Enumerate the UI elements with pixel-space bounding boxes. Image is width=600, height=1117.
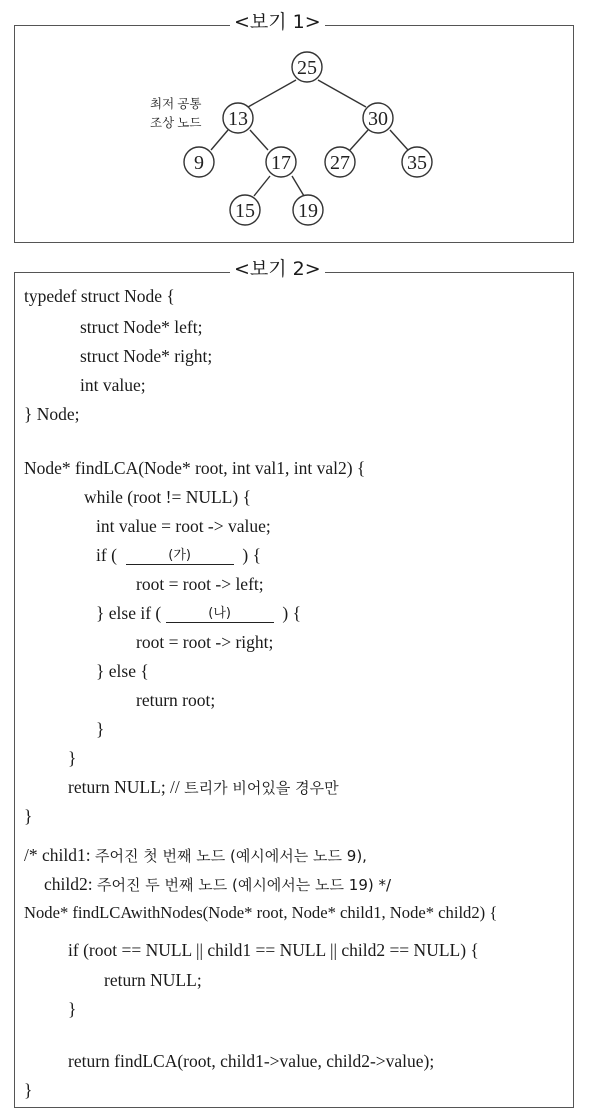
lca-label-line2: 조상 노드	[150, 116, 202, 130]
code-line: return root;	[136, 690, 216, 710]
code-line: } else {	[96, 661, 149, 681]
code-line: Node* findLCAwithNodes(Node* root, Node* child1, Node* child2) {	[24, 903, 498, 922]
code-line: typedef struct Node {	[24, 286, 175, 306]
code-text: child2:	[44, 874, 97, 894]
code-text: /* child1:	[24, 845, 95, 865]
code-line: root = root -> left;	[136, 574, 264, 594]
code-line: if (root == NULL || child1 == NULL || child2 == NULL) {	[68, 940, 479, 960]
tree-node-label: 9	[194, 152, 204, 174]
lca-label-line1: 최저 공통	[150, 97, 202, 111]
edge-17-15	[254, 176, 270, 196]
edge-13-17	[250, 130, 268, 150]
code-comment: 주어진 첫 번째 노드 (예시에서는 노드 9),	[94, 847, 367, 865]
tree-node-label: 27	[330, 152, 350, 174]
code-comment: 주어진 두 번째 노드 (예시에서는 노드 19) */	[96, 876, 392, 894]
code-line: int value;	[80, 375, 146, 395]
code-line-with-blank-a	[96, 545, 261, 565]
code-line: root = root -> right;	[136, 632, 274, 652]
code-line: }	[24, 806, 33, 826]
code-line: int value = root -> value;	[96, 516, 271, 536]
tree-node-27	[325, 147, 355, 177]
code-text: return NULL; //	[68, 777, 185, 797]
tree-node-9	[184, 147, 214, 177]
tree-node-25	[292, 52, 322, 82]
tree-node-label: 17	[271, 152, 291, 174]
code-comment: 트리가 비어있을 경우만	[184, 779, 339, 797]
edge-30-27	[350, 130, 368, 150]
code-line: struct Node* right;	[80, 346, 213, 366]
tree-node-13	[223, 103, 253, 133]
code-line-with-blank-b	[96, 603, 301, 623]
edge-17-19	[292, 176, 304, 196]
code-text: if (	[96, 545, 117, 565]
code-line: }	[68, 999, 77, 1019]
tree-node-label: 35	[407, 152, 427, 174]
edge-13-9	[211, 130, 228, 150]
code-line: return findLCA(root, child1->value, child2->value);	[68, 1051, 435, 1071]
tree-node-label: 30	[368, 108, 388, 130]
code-line: Node* findLCA(Node* root, int val1, int val2) {	[24, 458, 366, 478]
code-line	[68, 777, 339, 798]
tree-node-15	[230, 195, 260, 225]
edge-25-30	[318, 80, 366, 107]
example-1-title: <보기 1>	[230, 12, 325, 32]
code-text: } else if (	[96, 603, 162, 623]
code-text: ) {	[242, 545, 262, 565]
edge-30-35	[390, 130, 408, 150]
tree-node-30	[363, 103, 393, 133]
comment-line	[24, 845, 367, 866]
code-line: }	[96, 719, 105, 739]
tree-node-19	[293, 195, 323, 225]
code-line: }	[68, 748, 77, 768]
comment-line	[44, 874, 391, 895]
code-line: } Node;	[24, 404, 80, 424]
tree-node-label: 19	[298, 200, 318, 222]
example-2-title: <보기 2>	[230, 259, 325, 279]
blank-a: (가)	[126, 548, 234, 565]
tree-node-label: 15	[235, 200, 255, 222]
tree-node-35	[402, 147, 432, 177]
tree-node-label: 25	[297, 57, 317, 79]
edge-25-13	[248, 80, 296, 107]
blank-b: (나)	[166, 606, 274, 623]
tree-node-17	[266, 147, 296, 177]
tree-node-label: 13	[228, 108, 248, 130]
example-2-box	[14, 272, 574, 1108]
code-text: ) {	[282, 603, 301, 623]
code-line: }	[24, 1080, 33, 1100]
code-line: while (root != NULL) {	[84, 487, 251, 507]
binary-search-tree-diagram	[0, 0, 600, 250]
code-line: struct Node* left;	[80, 317, 203, 337]
code-line: return NULL;	[104, 970, 202, 990]
